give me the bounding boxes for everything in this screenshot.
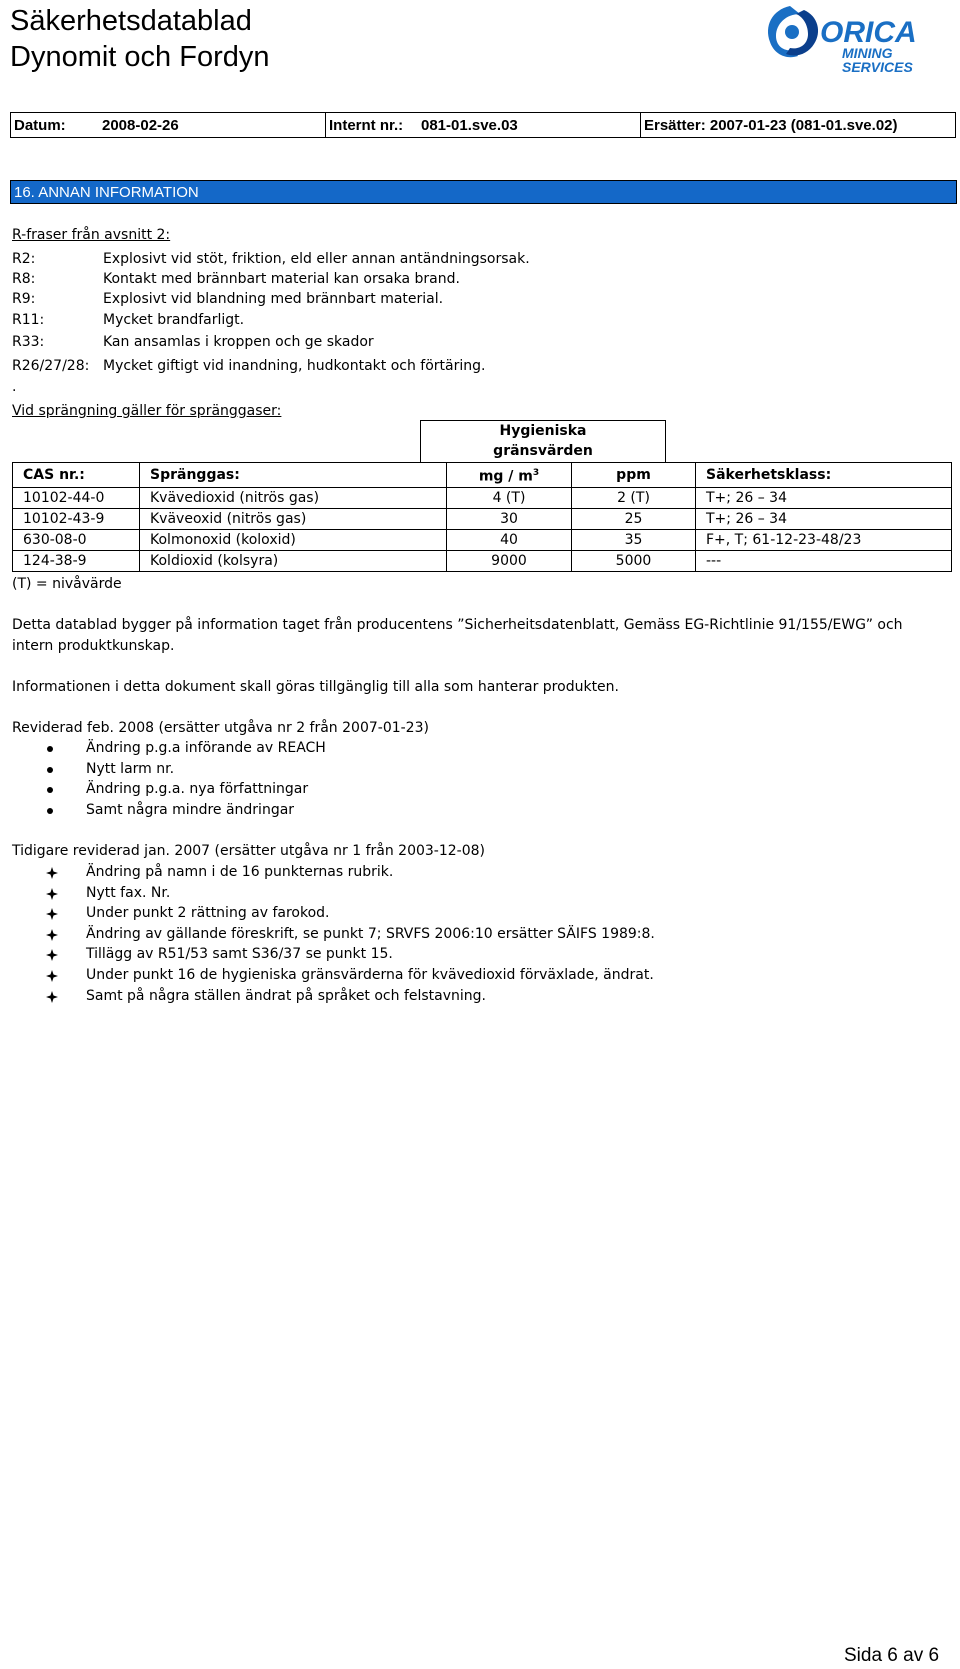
col-class: Säkerhetsklass: <box>696 463 952 488</box>
revision-2007-heading: Tidigare reviderad jan. 2007 (ersätter utgåva nr 1 från 2003-12-08) <box>12 843 485 859</box>
cell-gas: Koldioxid (kolsyra) <box>140 550 447 571</box>
ersatter-text: Ersätter: 2007-01-23 (081-01.sve.02) <box>644 116 898 134</box>
rphrase-code: R9: <box>12 291 36 307</box>
col-mg-sup: 3 <box>532 468 540 478</box>
list-item-text: Samt några mindre ändringar <box>86 801 295 818</box>
diamond-bullet-icon <box>46 888 58 900</box>
col-mg-text: mg / m <box>478 468 533 485</box>
diamond-bullet-icon <box>46 991 58 1003</box>
cell-class: F+, T; 61-12-23-48/23 <box>696 529 952 550</box>
cell-ppm: 2 (T) <box>572 487 696 508</box>
revision-2008-list <box>45 738 326 820</box>
paragraph-source-line2: intern produktkunskap. <box>12 638 175 654</box>
col-cas: CAS nr.: <box>13 463 140 488</box>
diamond-bullet-icon <box>46 949 58 961</box>
table-note: (T) = nivåvärde <box>12 576 122 592</box>
hygiene-line2: gränsvärden <box>493 443 593 459</box>
ersatter-cell <box>641 113 955 137</box>
list-item <box>45 986 655 1007</box>
col-ppm: ppm <box>572 463 696 488</box>
datum-value: 2008-02-26 <box>102 116 179 134</box>
hygiene-limits-header <box>420 420 666 462</box>
cell-gas: Kvävedioxid (nitrös gas) <box>140 487 447 508</box>
list-item <box>45 862 655 883</box>
cell-cas: 124-38-9 <box>13 550 140 571</box>
cell-gas: Kväveoxid (nitrös gas) <box>140 508 447 529</box>
hygiene-line1: Hygieniska <box>499 423 587 439</box>
list-item <box>45 903 655 924</box>
rphrase-text: Mycket giftigt vid inandning, hudkontakt och förtäring. <box>103 358 486 374</box>
rphrase-text: Mycket brandfarligt. <box>103 312 245 328</box>
datum-label: Datum: <box>14 116 66 134</box>
revision-2007-list <box>45 862 655 1006</box>
bullet-dot-icon <box>47 767 53 773</box>
document-title: Säkerhetsdatablad <box>10 5 252 37</box>
internt-cell <box>326 113 641 137</box>
internt-value: 081-01.sve.03 <box>421 116 518 134</box>
cell-class: T+; 26 – 34 <box>696 487 952 508</box>
bullet-dot-icon <box>47 746 53 752</box>
rphrase-code: R26/27/28: <box>12 358 90 374</box>
table-row <box>13 529 952 550</box>
bullet-dot-icon <box>47 808 53 814</box>
rphrase-code: R2: <box>12 251 36 267</box>
list-item-text: Under punkt 2 rättning av farokod. <box>86 905 330 922</box>
list-item <box>45 944 655 965</box>
list-item <box>45 779 326 800</box>
diamond-bullet-icon <box>46 908 58 920</box>
table-row <box>13 550 952 571</box>
cell-ppm: 5000 <box>572 550 696 571</box>
list-item <box>45 883 655 904</box>
cell-ppm: 35 <box>572 529 696 550</box>
cell-gas: Kolmonoxid (koloxid) <box>140 529 447 550</box>
cell-ppm: 25 <box>572 508 696 529</box>
logo-brand-text: ORICA <box>820 16 917 49</box>
rphrase-text: Explosivt vid stöt, friktion, eld eller annan antändningsorsak. <box>103 251 530 267</box>
cell-class: T+; 26 – 34 <box>696 508 952 529</box>
rphrases-heading: R-fraser från avsnitt 2: <box>12 227 171 243</box>
cell-class: --- <box>696 550 952 571</box>
product-name: Dynomit och Fordyn <box>10 41 270 73</box>
datum-cell <box>11 113 326 137</box>
paragraph-availability: Informationen i detta dokument skall göras tillgänglig till alla som hanterar produkten. <box>12 679 619 695</box>
table-row <box>13 508 952 529</box>
document-info-bar <box>10 112 956 138</box>
cell-cas: 630-08-0 <box>13 529 140 550</box>
list-item-text: Samt på några ställen ändrat på språket och felstavning. <box>86 987 487 1004</box>
orica-logo <box>760 2 955 80</box>
cell-mg: 4 (T) <box>447 487 572 508</box>
col-gas: Spränggas: <box>140 463 447 488</box>
cell-mg: 30 <box>447 508 572 529</box>
list-item <box>45 965 655 986</box>
page-number: Sida 6 av 6 <box>844 1645 940 1666</box>
rphrase-text: Explosivt vid blandning med brännbart material. <box>103 291 444 307</box>
list-item <box>45 924 655 945</box>
diamond-bullet-icon <box>46 929 58 941</box>
cell-mg: 40 <box>447 529 572 550</box>
gas-table <box>12 462 952 572</box>
rphrase-code: R11: <box>12 312 45 328</box>
list-item-text: Tillägg av R51/53 samt S36/37 se punkt 15. <box>86 946 393 963</box>
list-item-text: Nytt larm nr. <box>86 760 175 777</box>
list-item <box>45 759 326 780</box>
list-item <box>45 800 326 821</box>
list-item-text: Under punkt 16 de hygieniska gränsvärderna för kvävedioxid förväxlade, ändrat. <box>86 966 654 983</box>
logo-line1-text: MINING <box>842 45 893 61</box>
section-heading: 16. ANNAN INFORMATION <box>10 180 957 204</box>
logo-line2-text: SERVICES <box>842 59 913 75</box>
cell-cas: 10102-44-0 <box>13 487 140 508</box>
diamond-bullet-icon <box>46 970 58 982</box>
list-item-text: Ändring p.g.a införande av REACH <box>86 740 326 756</box>
rphrase-text: Kan ansamlas i kroppen och ge skador <box>103 334 374 350</box>
rphrase-text: Kontakt med brännbart material kan orsaka brand. <box>103 271 460 287</box>
table-row <box>13 487 952 508</box>
paragraph-source-line1: Detta datablad bygger på information taget från producentens ”Sicherheitsdatenblatt, Gemäss EG-Richtlinie 91/155/EWG” och <box>12 617 903 633</box>
col-mg <box>447 463 572 488</box>
list-item-text: Ändring p.g.a. nya författningar <box>86 781 309 798</box>
diamond-bullet-icon <box>46 867 58 879</box>
revision-2008-heading: Reviderad feb. 2008 (ersätter utgåva nr 2 från 2007-01-23) <box>12 720 429 736</box>
table-header-row <box>13 463 952 488</box>
bullet-dot-icon <box>47 787 53 793</box>
rphrase-code: R8: <box>12 271 36 287</box>
separator-dot: . <box>12 379 17 395</box>
list-item-text: Ändring av gällande föreskrift, se punkt 7; SRVFS 2006:10 ersätter SÄIFS 1989:8. <box>86 925 655 942</box>
list-item <box>45 738 326 759</box>
gas-heading: Vid sprängning gäller för spränggaser: <box>12 403 282 419</box>
list-item-text: Ändring på namn i de 16 punkternas rubrik. <box>86 864 394 880</box>
list-item-text: Nytt fax. Nr. <box>86 884 171 901</box>
rphrase-code: R33: <box>12 334 45 350</box>
internt-label: Internt nr.: <box>329 116 404 134</box>
cell-cas: 10102-43-9 <box>13 508 140 529</box>
cell-mg: 9000 <box>447 550 572 571</box>
